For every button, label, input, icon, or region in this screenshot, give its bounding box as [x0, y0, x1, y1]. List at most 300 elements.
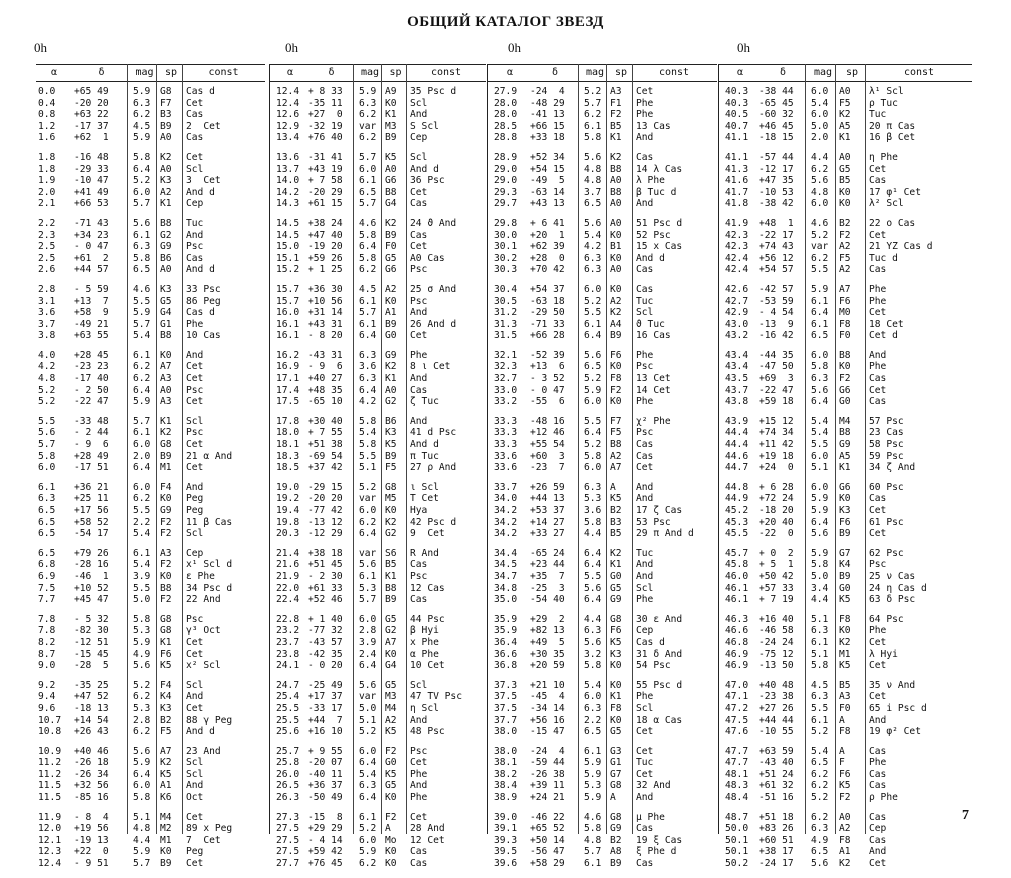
cell-mag: 6.2: [133, 726, 151, 738]
cell-const: 20 π Cas: [869, 120, 916, 132]
cell-sp: B6: [385, 415, 397, 427]
star-row: [719, 482, 972, 494]
cell-const: Scl: [410, 151, 428, 163]
cell-alpha: 14.3: [276, 198, 300, 210]
cell-const: Psc: [186, 241, 204, 253]
star-row: [36, 660, 265, 672]
cell-mag: 6.0: [359, 745, 377, 757]
star-row: [270, 571, 486, 583]
cell-const: T Cet: [410, 493, 439, 505]
star-row: [36, 649, 265, 661]
cell-mag: 5.9: [811, 505, 829, 516]
cell-alpha: 36.8: [494, 660, 518, 672]
cell-const: Cas: [410, 858, 428, 870]
cell-delta: -51 16: [759, 792, 794, 804]
cell-const: ι Scl: [410, 481, 439, 493]
cell-sp: F2: [160, 594, 172, 606]
cell-sp: A: [839, 714, 845, 726]
star-row: [719, 517, 972, 529]
star-row: [488, 614, 717, 626]
cell-mag: 6.3: [811, 823, 829, 835]
cell-mag: 5.1: [811, 648, 829, 660]
star-row: [488, 858, 717, 870]
cell-sp: K1: [610, 132, 622, 144]
cell-delta: -24 24: [759, 636, 794, 648]
star-row: [488, 583, 717, 595]
cell-alpha: 19.4: [276, 505, 300, 516]
row-group: [270, 746, 486, 804]
cell-delta: -71 33: [530, 318, 565, 330]
cell-mag: var: [359, 547, 377, 559]
star-row: [719, 132, 972, 144]
row-group: [270, 416, 486, 474]
cell-const: λ² Scl: [869, 198, 904, 210]
cell-sp: K2: [610, 151, 622, 163]
cell-mag: 5.4: [133, 559, 151, 571]
cell-delta: +79 26: [74, 547, 109, 559]
star-row: [270, 241, 486, 253]
cell-delta: +52 46: [308, 594, 343, 606]
cell-const: 8 ι Cet: [410, 361, 451, 373]
star-row: [488, 649, 717, 661]
cell-const: 61 Psc: [869, 516, 904, 528]
cell-mag: 6.0: [359, 834, 377, 846]
cell-mag: 5.6: [359, 559, 377, 571]
cell-mag: 6.2: [133, 691, 151, 703]
star-row: [719, 319, 972, 331]
cell-const: A0 Cas: [410, 252, 445, 264]
cell-const: 34 ζ And: [869, 462, 916, 474]
cell-const: 88 γ Peg: [186, 714, 233, 726]
cell-const: 86 Peg: [186, 295, 221, 307]
star-row: [270, 427, 486, 439]
cell-delta: +61 15: [308, 198, 343, 210]
cell-alpha: 7.8: [38, 613, 56, 625]
star-row: [719, 241, 972, 253]
cell-alpha: 10.7: [38, 714, 62, 726]
cell-delta: +19 18: [759, 450, 794, 462]
cell-mag: 5.4: [811, 745, 829, 757]
cell-alpha: 47.6: [725, 726, 749, 738]
cell-const: Cet: [186, 858, 204, 870]
cell-alpha: 13.7: [276, 163, 300, 175]
cell-mag: 6.4: [133, 462, 151, 474]
cell-delta: -65 10: [308, 396, 343, 408]
star-row: [270, 385, 486, 397]
cell-mag: 5.9: [584, 757, 602, 769]
star-row: [36, 451, 265, 463]
cell-delta: +43 31: [308, 318, 343, 330]
cell-mag: 6.2: [811, 811, 829, 823]
star-row: [719, 505, 972, 517]
cell-sp: G5: [385, 613, 397, 625]
cell-delta: -77 42: [308, 505, 343, 516]
cell-alpha: 43.4: [725, 349, 749, 361]
row-group: [36, 614, 265, 672]
cell-delta: -40 11: [308, 768, 343, 780]
cell-const: And: [636, 570, 654, 582]
cell-alpha: 22.4: [276, 594, 300, 606]
cell-sp: A1: [839, 846, 851, 858]
cell-sp: B8: [610, 186, 622, 198]
cell-const: Cep: [869, 823, 887, 835]
cell-mag: 6.0: [359, 163, 377, 175]
cell-const: And: [869, 714, 887, 726]
cell-sp: K3: [610, 648, 622, 660]
cell-alpha: 44.6: [725, 450, 749, 462]
cell-alpha: 21.6: [276, 559, 300, 571]
star-row: [719, 164, 972, 176]
cell-alpha: 23.2: [276, 625, 300, 637]
cell-const: Cep: [186, 547, 204, 559]
row-group: [719, 482, 972, 540]
cell-sp: B8: [160, 582, 172, 594]
cell-mag: 6.4: [811, 516, 829, 528]
cell-delta: -15 45: [74, 648, 109, 660]
cell-sp: F7: [610, 415, 622, 427]
cell-mag: 6.4: [359, 660, 377, 672]
cell-mag: var: [359, 493, 377, 505]
header-mag: mag: [360, 67, 380, 78]
star-row: [270, 451, 486, 463]
star-row: [488, 109, 717, 121]
cell-sp: M3: [385, 691, 397, 703]
cell-alpha: 19.0: [276, 481, 300, 493]
cell-sp: B8: [839, 349, 851, 361]
cell-alpha: 9.2: [38, 679, 56, 691]
cell-delta: -57 44: [759, 151, 794, 163]
cell-alpha: 1.9: [38, 175, 56, 187]
cell-sp: G9: [839, 439, 851, 451]
cell-const: Phe: [636, 109, 654, 121]
cell-delta: +63 59: [759, 745, 794, 757]
cell-delta: -18 13: [74, 702, 109, 714]
cell-alpha: 50.1: [725, 834, 749, 846]
cell-delta: - 2 50: [74, 384, 109, 396]
cell-const: 60 Psc: [869, 481, 904, 493]
cell-sp: A0: [839, 86, 851, 97]
cell-sp: B9: [839, 570, 851, 582]
cell-delta: -29 15: [308, 481, 343, 493]
cell-alpha: 16.2: [276, 349, 300, 361]
header-alpha: α: [50, 67, 58, 78]
cell-alpha: 45.7: [725, 547, 749, 559]
cell-alpha: 44.4: [725, 439, 749, 451]
cell-sp: A7: [839, 283, 851, 295]
column-header-row: [36, 64, 265, 82]
cell-const: λ Hyi: [869, 648, 898, 660]
cell-const: Phe: [410, 792, 428, 804]
cell-alpha: 6.0: [38, 462, 56, 474]
cell-alpha: 34.7: [494, 570, 518, 582]
cell-mag: 6.1: [584, 858, 602, 870]
cell-mag: 3.9: [133, 570, 151, 582]
cell-mag: 5.3: [584, 780, 602, 792]
cell-delta: +30 35: [530, 648, 565, 660]
cell-sp: B2: [610, 505, 622, 516]
cell-sp: G6: [839, 481, 851, 493]
cell-mag: 6.3: [359, 97, 377, 109]
cell-delta: +27 26: [759, 702, 794, 714]
cell-const: 52 Psc: [636, 229, 671, 241]
cell-alpha: 41.7: [725, 186, 749, 198]
cell-sp: G9: [610, 594, 622, 606]
cell-const: Scl: [186, 768, 204, 780]
cell-sp: A7: [160, 745, 172, 757]
cell-delta: -25 3: [530, 582, 565, 594]
cell-delta: +13 6: [530, 361, 565, 373]
hour-label-1: 0h: [34, 40, 47, 55]
cell-delta: +61 2: [74, 252, 109, 264]
cell-sp: K1: [385, 109, 397, 121]
cell-mag: 5.6: [359, 679, 377, 691]
cell-sp: M5: [385, 493, 397, 505]
cell-alpha: 33.3: [494, 415, 518, 427]
cell-mag: 5.4: [584, 229, 602, 241]
cell-mag: 5.9: [584, 792, 602, 804]
cell-const: Cet: [410, 241, 428, 253]
cell-alpha: 41.1: [725, 151, 749, 163]
cell-alpha: 31.3: [494, 318, 518, 330]
cell-alpha: 14.0: [276, 175, 300, 187]
cell-sp: K0: [160, 349, 172, 361]
cell-mag: 4.6: [133, 283, 151, 295]
cell-delta: +20 59: [530, 660, 565, 672]
cell-sp: S6: [385, 547, 397, 559]
cell-mag: 6.3: [811, 691, 829, 703]
cell-const: Cet: [186, 636, 204, 648]
cell-mag: 3.6: [584, 505, 602, 516]
cell-alpha: 41.3: [725, 163, 749, 175]
star-row: [270, 198, 486, 210]
star-row: [488, 571, 717, 583]
cell-const: 19 φ² Cet: [869, 726, 921, 738]
cell-mag: 4.6: [359, 217, 377, 229]
cell-mag: 5.7: [359, 307, 377, 319]
cell-const: Scl: [186, 163, 204, 175]
star-row: [36, 296, 265, 308]
cell-delta: +62 1: [74, 132, 109, 144]
cell-sp: F0: [839, 702, 851, 714]
cell-delta: +16 40: [759, 613, 794, 625]
cell-const: Cep: [636, 625, 654, 637]
cell-const: 15 x Cas: [636, 241, 683, 253]
cell-delta: +51 45: [308, 559, 343, 571]
cell-sp: B8: [610, 163, 622, 175]
cell-alpha: 32.7: [494, 373, 518, 385]
star-row: [270, 296, 486, 308]
cell-alpha: 27.9: [494, 86, 518, 97]
cell-alpha: 29.7: [494, 198, 518, 210]
cell-sp: G0: [385, 757, 397, 769]
cell-delta: -33 17: [308, 702, 343, 714]
cell-mag: 6.4: [584, 559, 602, 571]
star-row: [488, 680, 717, 692]
cell-mag: 5.9: [133, 636, 151, 648]
cell-mag: 5.8: [584, 660, 602, 672]
cell-sp: K4: [160, 691, 172, 703]
star-row: [36, 858, 265, 870]
cell-const: Psc: [636, 361, 654, 373]
cell-sp: M2: [160, 823, 172, 835]
row-group: [488, 152, 717, 210]
cell-sp: K5: [385, 439, 397, 451]
cell-sp: A0: [160, 384, 172, 396]
cell-alpha: 31.2: [494, 307, 518, 319]
cell-const: α Phe: [410, 648, 439, 660]
cell-mag: 5.8: [584, 450, 602, 462]
star-row: [270, 416, 486, 428]
cell-mag: 6.3: [584, 481, 602, 493]
cell-alpha: 18.1: [276, 439, 300, 451]
cell-sp: F8: [839, 613, 851, 625]
cell-sp: K1: [610, 691, 622, 703]
star-row: [719, 858, 972, 870]
cell-mag: 6.4: [359, 792, 377, 804]
cell-delta: + 1 40: [308, 613, 343, 625]
cell-const: Cet: [636, 86, 654, 97]
cell-mag: 6.3: [584, 264, 602, 276]
cell-delta: +28 45: [74, 349, 109, 361]
header-const: const: [903, 67, 935, 78]
header-delta: δ: [98, 67, 105, 78]
cell-sp: G5: [610, 582, 622, 594]
cell-mag: 6.3: [811, 373, 829, 385]
cell-const: Oct: [186, 792, 204, 804]
cell-mag: var: [359, 691, 377, 703]
cell-delta: +54 37: [530, 283, 565, 295]
cell-const: And: [410, 780, 428, 792]
cell-const: 42 Psc d: [410, 516, 457, 528]
cell-mag: 6.3: [584, 252, 602, 264]
cell-mag: 6.0: [133, 186, 151, 198]
cell-mag: 4.5: [811, 679, 829, 691]
cell-sp: K1: [839, 462, 851, 474]
star-row: [270, 637, 486, 649]
cell-mag: 2.0: [811, 132, 829, 144]
cell-delta: +53 37: [530, 505, 565, 516]
cell-sp: A0: [610, 198, 622, 210]
cell-const: χ² Phe: [636, 415, 671, 427]
cell-delta: -12 51: [74, 636, 109, 648]
cell-mag: 6.2: [359, 109, 377, 121]
star-row: [270, 625, 486, 637]
cell-sp: G8: [385, 481, 397, 493]
cell-mag: 6.1: [584, 745, 602, 757]
cell-mag: 5.6: [133, 660, 151, 672]
hour-labels: [0, 40, 1011, 56]
star-row: [270, 680, 486, 692]
star-row: [270, 152, 486, 164]
cell-mag: 6.0: [584, 462, 602, 474]
cell-mag: 5.3: [133, 702, 151, 714]
cell-mag: 5.8: [584, 516, 602, 528]
cell-sp: G5: [160, 295, 172, 307]
cell-mag: 4.2: [584, 241, 602, 253]
cell-mag: 5.0: [811, 120, 829, 132]
cell-const: 64 Psc: [869, 613, 904, 625]
cell-delta: +58 52: [74, 516, 109, 528]
cell-const: Psc: [186, 384, 204, 396]
cell-delta: +15 12: [759, 415, 794, 427]
cell-alpha: 35.9: [494, 625, 518, 637]
cell-mag: 6.1: [133, 229, 151, 241]
star-row: [488, 517, 717, 529]
cell-delta: +16 10: [308, 726, 343, 738]
cell-alpha: 6.8: [38, 559, 56, 571]
cell-delta: +13 7: [74, 295, 109, 307]
row-group: [488, 416, 717, 474]
cell-sp: B9: [610, 858, 622, 870]
cell-const: 54 Psc: [636, 660, 671, 672]
cell-alpha: 7.5: [38, 582, 56, 594]
cell-sp: B6: [160, 252, 172, 264]
cell-const: Tuc: [869, 109, 887, 121]
column-header-row: [488, 64, 717, 82]
cell-delta: -29 50: [530, 307, 565, 319]
cell-alpha: 36.6: [494, 648, 518, 660]
cell-alpha: 47.7: [725, 757, 749, 769]
cell-alpha: 20.3: [276, 528, 300, 540]
row-group: [488, 548, 717, 606]
row-group: [36, 86, 265, 144]
cell-alpha: 12.1: [38, 834, 62, 846]
cell-const: Psc: [636, 427, 654, 439]
cell-delta: -60 32: [759, 109, 794, 121]
cell-sp: A2: [839, 823, 851, 835]
cell-mag: 6.5: [133, 264, 151, 276]
cell-delta: -46 22: [530, 811, 565, 823]
cell-delta: -71 43: [74, 217, 109, 229]
cell-const: Scl: [186, 415, 204, 427]
cell-const: Phe: [636, 97, 654, 109]
cell-const: Phe: [186, 318, 204, 330]
cell-const: Phe: [636, 396, 654, 408]
cell-const: And d: [186, 726, 215, 738]
cell-const: 25 ν Cas: [869, 570, 916, 582]
cell-delta: +44 7: [308, 714, 343, 726]
cell-mag: 4.8: [133, 823, 151, 835]
cell-delta: +24 0: [759, 462, 794, 474]
cell-delta: +50 14: [530, 834, 565, 846]
cell-alpha: 35.0: [494, 594, 518, 606]
cell-delta: - 4 54: [759, 307, 794, 319]
cell-mag: 4.5: [133, 120, 151, 132]
header-sp: sp: [389, 67, 402, 78]
cell-alpha: 33.7: [494, 481, 518, 493]
cell-sp: A3: [160, 373, 172, 385]
cell-alpha: 6.5: [38, 516, 56, 528]
cell-alpha: 4.0: [38, 349, 56, 361]
cell-alpha: 42.3: [725, 229, 749, 241]
cell-delta: -77 32: [308, 625, 343, 637]
cell-delta: +51 24: [759, 768, 794, 780]
cell-sp: F2: [610, 109, 622, 121]
star-row: [270, 746, 486, 758]
cell-mag: 6.4: [584, 330, 602, 342]
cell-const: Cet: [869, 691, 887, 703]
cell-alpha: 25.4: [276, 691, 300, 703]
cell-sp: G8: [160, 86, 172, 97]
cell-alpha: 42.6: [725, 283, 749, 295]
header-alpha: α: [506, 67, 514, 78]
star-row: [719, 385, 972, 397]
cell-delta: -16 42: [759, 330, 794, 342]
star-row: [488, 307, 717, 319]
cell-delta: +61 32: [759, 780, 794, 792]
cell-delta: -18 15: [759, 132, 794, 144]
cell-const: And: [636, 132, 654, 144]
